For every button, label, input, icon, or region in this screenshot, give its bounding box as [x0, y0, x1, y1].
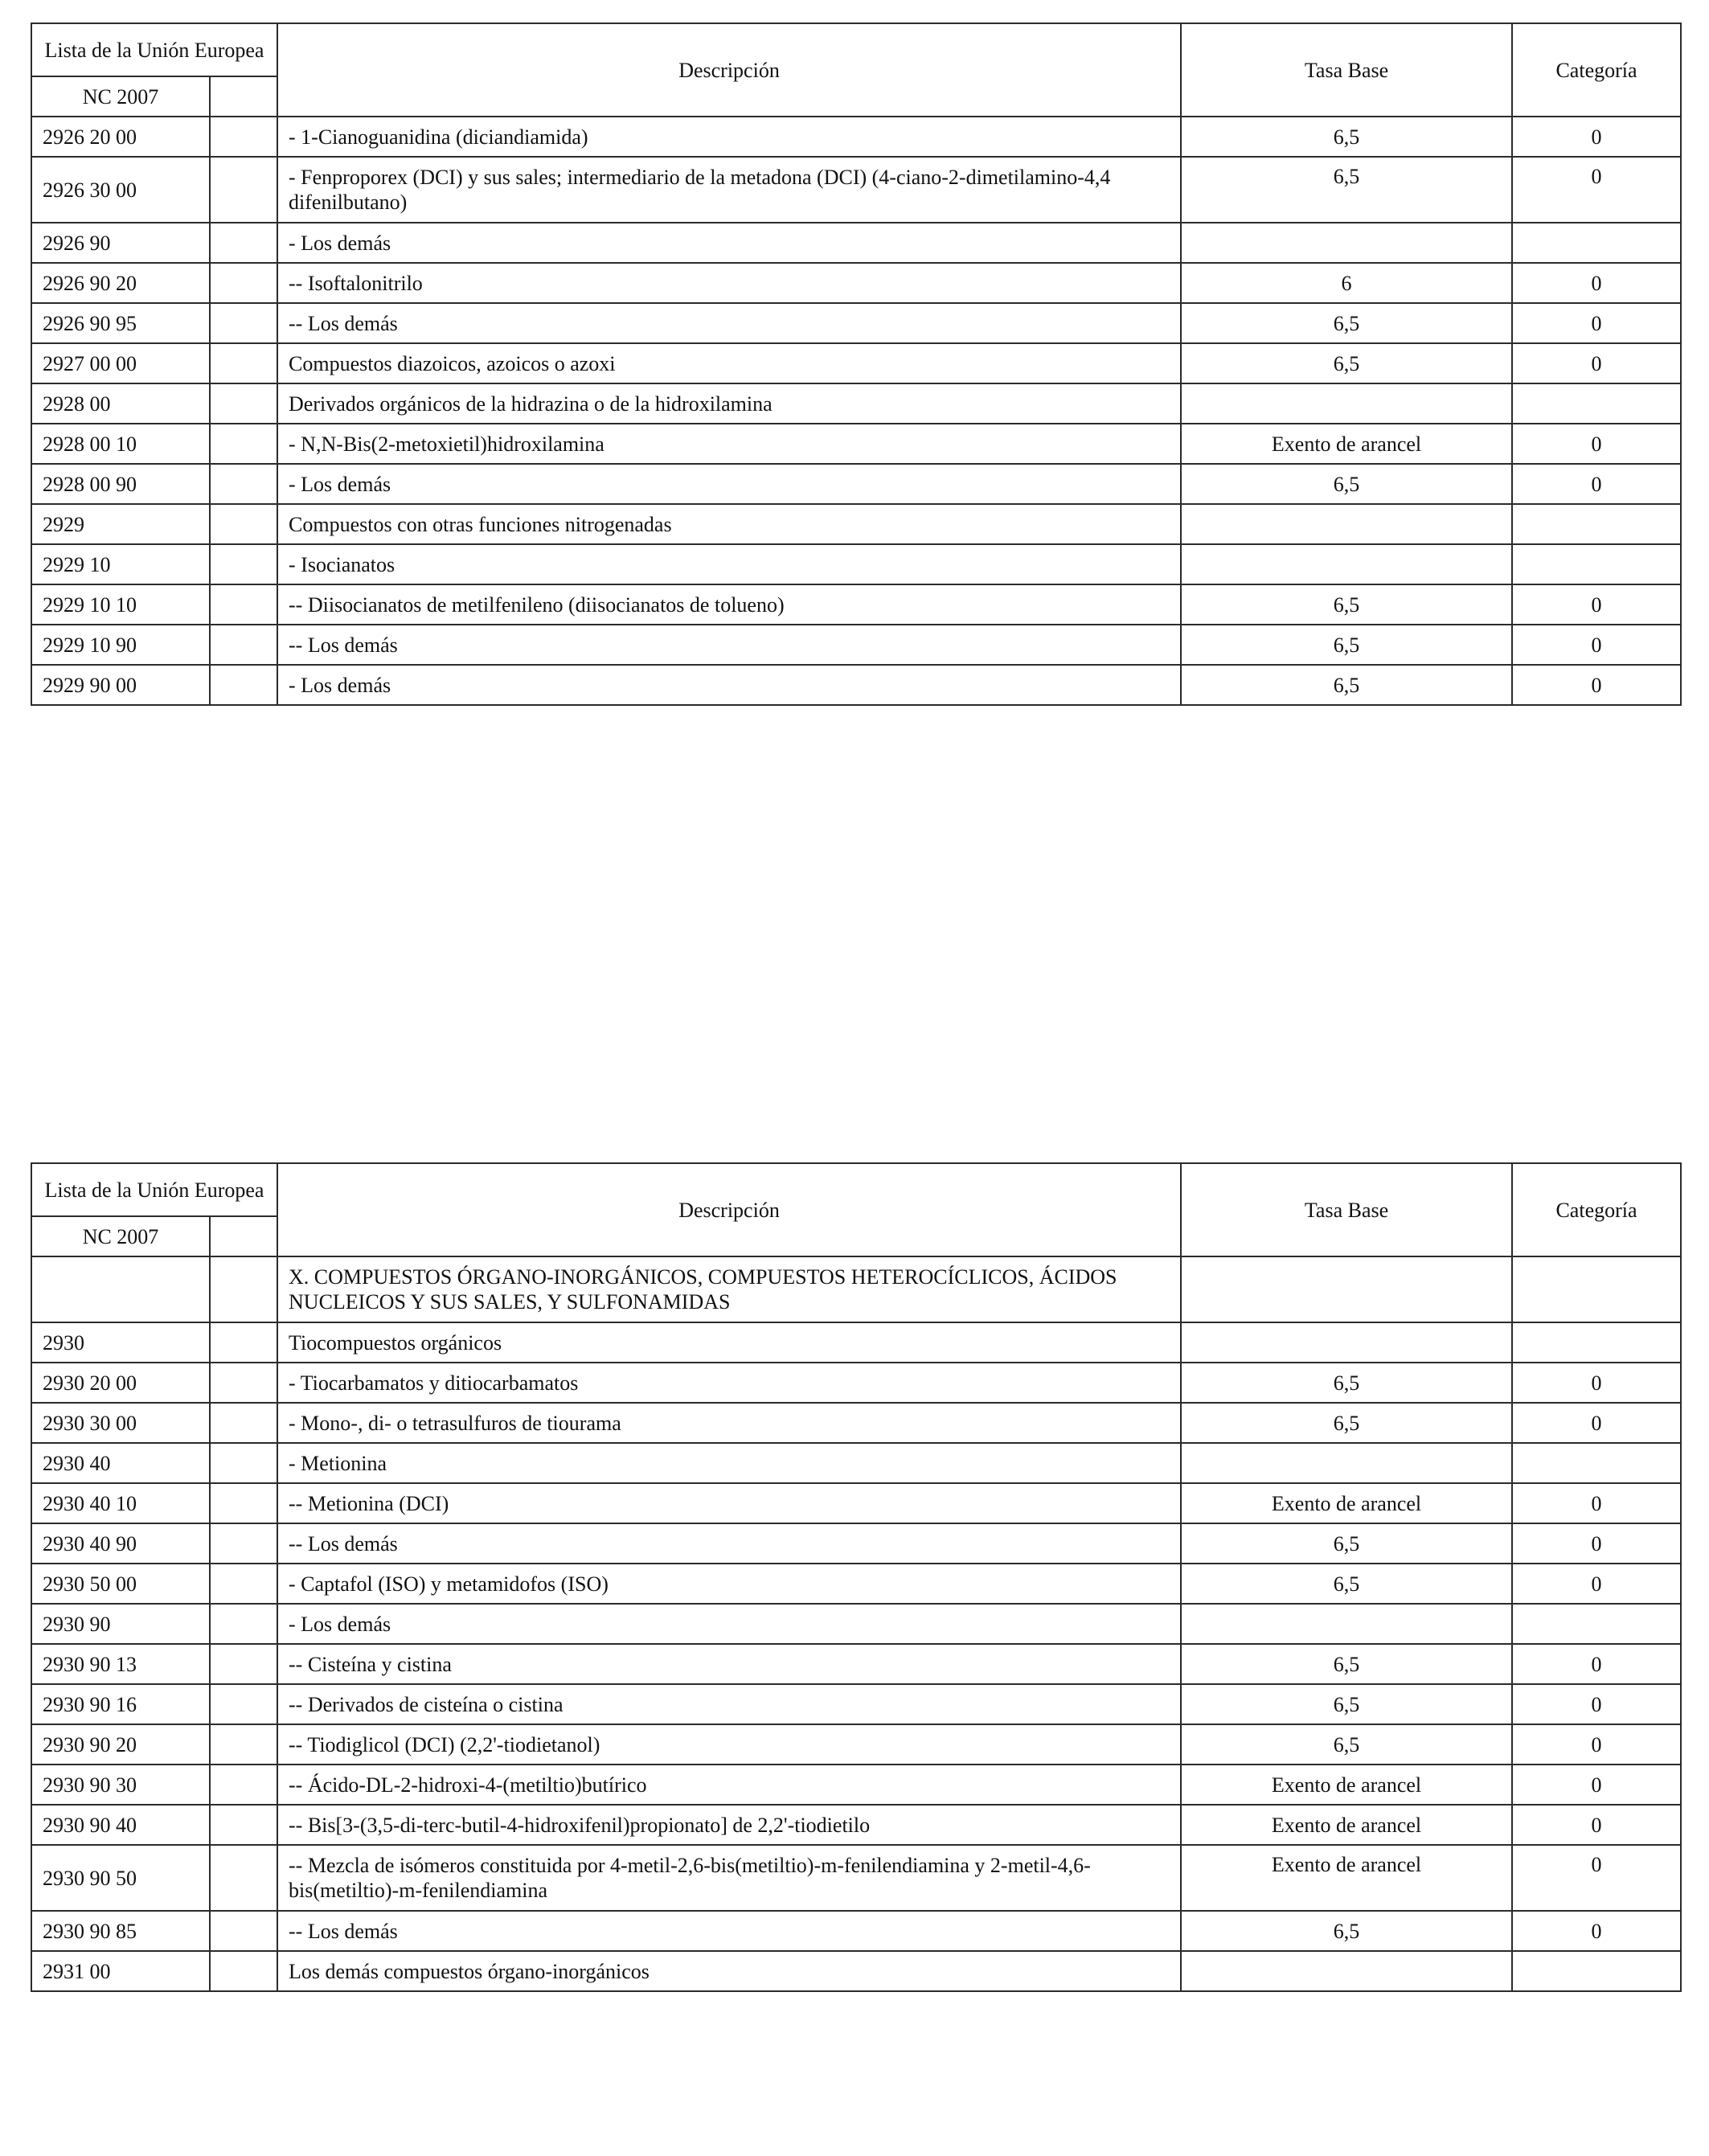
table-row [31, 424, 1681, 464]
cell-blank [210, 383, 277, 424]
header-rate: Tasa Base [1181, 1163, 1512, 1256]
cell-code: 2926 20 00 [31, 117, 210, 157]
cell-rate: 6,5 [1181, 584, 1512, 625]
cell-category: 0 [1512, 1684, 1681, 1724]
cell-category: 0 [1512, 665, 1681, 705]
cell-code: 2929 10 90 [31, 625, 210, 665]
cell-description: X. COMPUESTOS ÓRGANO-INORGÁNICOS, COMPUESTOS HETEROCÍCLICOS, ÁCIDOS NUCLEICOS Y SUS SALES, Y SULFONAMIDAS [277, 1256, 1181, 1322]
table-row [31, 1724, 1681, 1765]
cell-code: 2930 90 20 [31, 1724, 210, 1765]
cell-rate: 6,5 [1181, 1403, 1512, 1443]
cell-category: 0 [1512, 1363, 1681, 1403]
cell-category [1512, 504, 1681, 544]
cell-category [1512, 1322, 1681, 1363]
cell-description: - N,N-Bis(2-metoxietil)hidroxilamina [277, 424, 1181, 464]
cell-rate [1181, 1256, 1512, 1322]
cell-code: 2930 90 40 [31, 1805, 210, 1845]
cell-description: Compuestos con otras funciones nitrogenadas [277, 504, 1181, 544]
cell-blank [210, 544, 277, 584]
cell-description: Derivados orgánicos de la hidrazina o de la hidroxilamina [277, 383, 1181, 424]
table-row [31, 223, 1681, 263]
table-1-body [31, 23, 1681, 705]
cell-code: 2930 40 90 [31, 1523, 210, 1564]
table-row [31, 1403, 1681, 1443]
cell-description: -- Los demás [277, 625, 1181, 665]
header-rate: Tasa Base [1181, 23, 1512, 117]
cell-rate: Exento de arancel [1181, 1765, 1512, 1805]
cell-category: 0 [1512, 1845, 1681, 1911]
cell-blank [210, 117, 277, 157]
cell-category: 0 [1512, 1911, 1681, 1951]
cell-blank [210, 1604, 277, 1644]
table-row [31, 504, 1681, 544]
header-category: Categoría [1512, 23, 1681, 117]
table-row [31, 1604, 1681, 1644]
cell-category: 0 [1512, 464, 1681, 504]
table-row [31, 1805, 1681, 1845]
header-blank [210, 1216, 277, 1256]
cell-code: 2926 90 [31, 223, 210, 263]
tariff-table-2 [31, 1162, 1682, 1992]
table-row [31, 1256, 1681, 1322]
cell-description: -- Los demás [277, 303, 1181, 343]
table-header-row [31, 23, 1681, 76]
cell-description: -- Isoftalonitrilo [277, 263, 1181, 303]
cell-rate [1181, 1443, 1512, 1483]
cell-category: 0 [1512, 1724, 1681, 1765]
table-row [31, 544, 1681, 584]
cell-rate: 6,5 [1181, 464, 1512, 504]
cell-blank [210, 1483, 277, 1523]
cell-description: -- Tiodiglicol (DCI) (2,2'-tiodietanol) [277, 1724, 1181, 1765]
cell-blank [210, 625, 277, 665]
table-row [31, 1363, 1681, 1403]
cell-code: 2926 90 95 [31, 303, 210, 343]
cell-category: 0 [1512, 263, 1681, 303]
table-row [31, 1483, 1681, 1523]
cell-blank [210, 424, 277, 464]
table-row [31, 1911, 1681, 1951]
cell-description: Tiocompuestos orgánicos [277, 1322, 1181, 1363]
cell-category: 0 [1512, 1523, 1681, 1564]
cell-rate [1181, 1604, 1512, 1644]
cell-category: 0 [1512, 1644, 1681, 1684]
table-row [31, 1443, 1681, 1483]
header-list: Lista de la Unión Europea [31, 1163, 277, 1216]
cell-blank [210, 1724, 277, 1765]
cell-description: - Mono-, di- o tetrasulfuros de tiourama [277, 1403, 1181, 1443]
cell-category [1512, 223, 1681, 263]
cell-code: 2929 90 00 [31, 665, 210, 705]
cell-category: 0 [1512, 117, 1681, 157]
header-nc: NC 2007 [31, 1216, 210, 1256]
cell-rate: 6,5 [1181, 1644, 1512, 1684]
cell-code: 2930 40 10 [31, 1483, 210, 1523]
cell-blank [210, 1951, 277, 1991]
cell-rate: 6,5 [1181, 665, 1512, 705]
cell-rate: 6,5 [1181, 1523, 1512, 1564]
cell-rate: Exento de arancel [1181, 1483, 1512, 1523]
cell-blank [210, 1564, 277, 1604]
table-row [31, 343, 1681, 383]
cell-code: 2931 00 [31, 1951, 210, 1991]
cell-code: 2930 90 16 [31, 1684, 210, 1724]
table-row [31, 464, 1681, 504]
cell-rate: 6,5 [1181, 1724, 1512, 1765]
cell-rate: Exento de arancel [1181, 424, 1512, 464]
cell-category [1512, 383, 1681, 424]
table-row [31, 1564, 1681, 1604]
cell-blank [210, 263, 277, 303]
cell-description: - Los demás [277, 665, 1181, 705]
cell-rate [1181, 223, 1512, 263]
cell-description: - Isocianatos [277, 544, 1181, 584]
header-nc: NC 2007 [31, 76, 210, 117]
table-row [31, 117, 1681, 157]
header-description: Descripción [277, 23, 1181, 117]
cell-description: - Los demás [277, 223, 1181, 263]
cell-rate: 6,5 [1181, 157, 1512, 223]
cell-blank [210, 1363, 277, 1403]
cell-code: 2928 00 90 [31, 464, 210, 504]
cell-code: 2930 90 [31, 1604, 210, 1644]
cell-rate [1181, 504, 1512, 544]
cell-code: 2929 [31, 504, 210, 544]
cell-blank [210, 223, 277, 263]
cell-blank [210, 464, 277, 504]
table-row [31, 157, 1681, 223]
cell-category [1512, 544, 1681, 584]
cell-rate: Exento de arancel [1181, 1805, 1512, 1845]
cell-category: 0 [1512, 157, 1681, 223]
cell-description: -- Metionina (DCI) [277, 1483, 1181, 1523]
cell-code: 2930 90 13 [31, 1644, 210, 1684]
header-list: Lista de la Unión Europea [31, 23, 277, 76]
cell-blank [210, 1443, 277, 1483]
cell-blank [210, 1644, 277, 1684]
cell-code: 2928 00 [31, 383, 210, 424]
cell-category [1512, 1951, 1681, 1991]
cell-description: -- Ácido-DL-2-hidroxi-4-(metiltio)butírico [277, 1765, 1181, 1805]
cell-blank [210, 1911, 277, 1951]
cell-description: Compuestos diazoicos, azoicos o azoxi [277, 343, 1181, 383]
cell-category: 0 [1512, 343, 1681, 383]
cell-description: - Los demás [277, 1604, 1181, 1644]
table-row [31, 1845, 1681, 1911]
cell-rate [1181, 1322, 1512, 1363]
cell-description: -- Derivados de cisteína o cistina [277, 1684, 1181, 1724]
cell-category: 0 [1512, 1765, 1681, 1805]
table-row [31, 1951, 1681, 1991]
cell-blank [210, 584, 277, 625]
cell-blank [210, 1523, 277, 1564]
header-blank [210, 76, 277, 117]
cell-blank [210, 665, 277, 705]
table-row [31, 383, 1681, 424]
cell-description: - Tiocarbamatos y ditiocarbamatos [277, 1363, 1181, 1403]
cell-category [1512, 1256, 1681, 1322]
cell-description: - Metionina [277, 1443, 1181, 1483]
cell-rate: Exento de arancel [1181, 1845, 1512, 1911]
cell-description: -- Los demás [277, 1523, 1181, 1564]
header-description: Descripción [277, 1163, 1181, 1256]
table-row [31, 584, 1681, 625]
cell-code: 2930 90 30 [31, 1765, 210, 1805]
cell-description: -- Diisocianatos de metilfenileno (diisocianatos de tolueno) [277, 584, 1181, 625]
cell-category: 0 [1512, 1483, 1681, 1523]
header-category: Categoría [1512, 1163, 1681, 1256]
cell-category: 0 [1512, 1805, 1681, 1845]
cell-rate [1181, 383, 1512, 424]
cell-category: 0 [1512, 303, 1681, 343]
cell-code: 2930 90 50 [31, 1845, 210, 1911]
table-row [31, 1644, 1681, 1684]
cell-description: -- Cisteína y cistina [277, 1644, 1181, 1684]
table-2-body [31, 1163, 1681, 1991]
cell-description: -- Mezcla de isómeros constituida por 4-metil-2,6-bis(metiltio)-m-fenilendiamina y 2-metil-4,6-bis(metiltio)-m-fenilendiamina [277, 1845, 1181, 1911]
cell-category: 0 [1512, 584, 1681, 625]
cell-code: 2926 90 20 [31, 263, 210, 303]
cell-blank [210, 1845, 277, 1911]
table-row [31, 1765, 1681, 1805]
cell-rate: 6,5 [1181, 303, 1512, 343]
cell-category: 0 [1512, 1564, 1681, 1604]
cell-description: - Captafol (ISO) y metamidofos (ISO) [277, 1564, 1181, 1604]
cell-blank [210, 1765, 277, 1805]
cell-description: - 1-Cianoguanidina (diciandiamida) [277, 117, 1181, 157]
cell-code: 2930 50 00 [31, 1564, 210, 1604]
cell-category [1512, 1604, 1681, 1644]
cell-code: 2927 00 00 [31, 343, 210, 383]
table-row [31, 1322, 1681, 1363]
cell-blank [210, 1805, 277, 1845]
table-row [31, 625, 1681, 665]
cell-blank [210, 343, 277, 383]
cell-rate: 6 [1181, 263, 1512, 303]
table-row [31, 1523, 1681, 1564]
cell-blank [210, 504, 277, 544]
cell-category: 0 [1512, 424, 1681, 464]
cell-blank [210, 303, 277, 343]
cell-code: 2930 30 00 [31, 1403, 210, 1443]
cell-description: -- Bis[3-(3,5-di-terc-butil-4-hidroxifenil)propionato] de 2,2'-tiodietilo [277, 1805, 1181, 1845]
cell-code: 2929 10 [31, 544, 210, 584]
cell-category [1512, 1443, 1681, 1483]
cell-rate: 6,5 [1181, 1684, 1512, 1724]
cell-rate: 6,5 [1181, 117, 1512, 157]
table-row [31, 303, 1681, 343]
cell-rate: 6,5 [1181, 1911, 1512, 1951]
table-row [31, 263, 1681, 303]
table-row [31, 1684, 1681, 1724]
cell-code: 2930 20 00 [31, 1363, 210, 1403]
cell-description: - Los demás [277, 464, 1181, 504]
tariff-table-1 [31, 23, 1682, 706]
cell-blank [210, 157, 277, 223]
cell-rate: 6,5 [1181, 625, 1512, 665]
cell-rate [1181, 1951, 1512, 1991]
cell-description: -- Los demás [277, 1911, 1181, 1951]
cell-rate: 6,5 [1181, 343, 1512, 383]
cell-blank [210, 1322, 277, 1363]
cell-code: 2930 [31, 1322, 210, 1363]
cell-category: 0 [1512, 1403, 1681, 1443]
cell-code [31, 1256, 210, 1322]
cell-rate [1181, 544, 1512, 584]
table-header-row [31, 1163, 1681, 1216]
cell-blank [210, 1684, 277, 1724]
cell-blank [210, 1403, 277, 1443]
cell-code: 2926 30 00 [31, 157, 210, 223]
cell-category: 0 [1512, 625, 1681, 665]
cell-blank [210, 1256, 277, 1322]
cell-code: 2929 10 10 [31, 584, 210, 625]
cell-description: - Fenproporex (DCI) y sus sales; intermediario de la metadona (DCI) (4-ciano-2-dimetilamino-4,4 difenilbutano) [277, 157, 1181, 223]
table-row [31, 665, 1681, 705]
cell-code: 2930 40 [31, 1443, 210, 1483]
cell-rate: 6,5 [1181, 1564, 1512, 1604]
cell-description: Los demás compuestos órgano-inorgánicos [277, 1951, 1181, 1991]
cell-code: 2930 90 85 [31, 1911, 210, 1951]
cell-code: 2928 00 10 [31, 424, 210, 464]
cell-rate: 6,5 [1181, 1363, 1512, 1403]
